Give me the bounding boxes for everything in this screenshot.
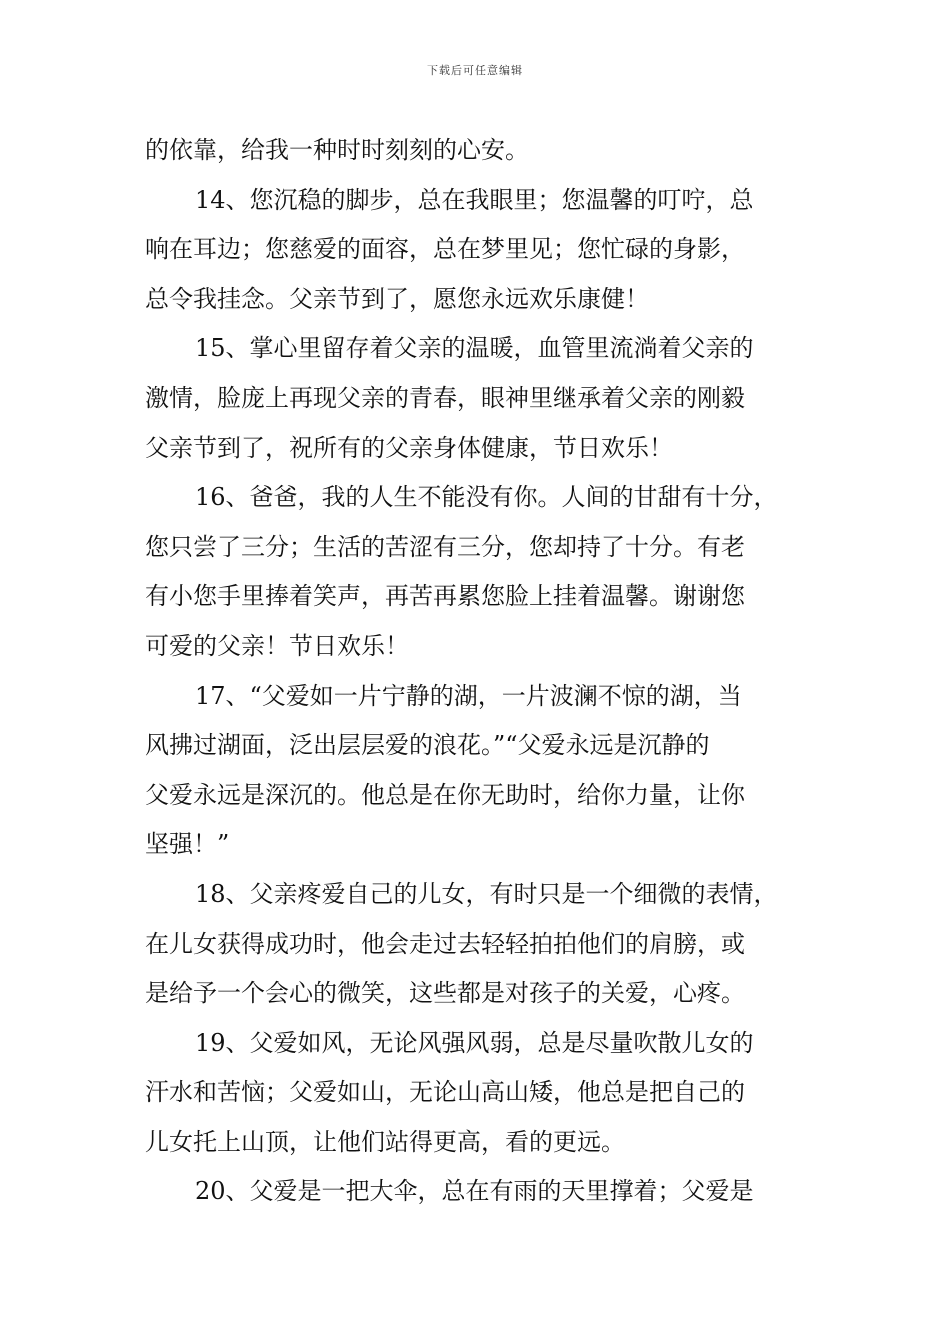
paragraph-line: 的依靠，给我一种时时刻刻的心安。 (145, 136, 529, 164)
paragraph-line: 风拂过湖面，泛出层层爱的浪花。”“父爱永远是沉静的 (145, 731, 710, 760)
paragraph-line: 汗水和苦恼；父爱如山，无论山高山矮，他总是把自己的 (145, 1078, 745, 1107)
paragraph-line: 父爱永远是深沉的。他总是在你无助时，给你力量，让你 (145, 780, 745, 809)
paragraph-line: 是给予一个会心的微笑，这些都是对孩子的关爱，心疼。 (145, 979, 745, 1008)
page-header: 下载后可任意编辑 (427, 64, 523, 77)
paragraph-line: 有小您手里捧着笑声，再苦再累您脸上挂着温馨。谢谢您 (145, 582, 745, 611)
paragraph-line: 坚强！” (145, 830, 230, 859)
paragraph-first-line: 16、爸爸，我的人生不能没有你。人间的甘甜有十分， (195, 483, 778, 512)
paragraph-line: 您只尝了三分；生活的苦涩有三分，您却持了十分。有老 (145, 532, 745, 561)
paragraph-line: 响在耳边；您慈爱的面容，总在梦里见；您忙碌的身影， (145, 235, 745, 264)
paragraph-first-line: 14、您沉稳的脚步，总在我眼里；您温馨的叮咛，总 (195, 185, 754, 214)
paragraph-line: 可爱的父亲！节日欢乐！ (145, 631, 409, 660)
paragraph-first-line: 20、父爱是一把大伞，总在有雨的天里撑着；父爱是 (195, 1177, 754, 1206)
paragraph-line: 总令我挂念。父亲节到了，愿您永远欢乐康健！ (145, 284, 649, 313)
paragraph-first-line: 18、父亲疼爱自己的儿女，有时只是一个细微的表情， (195, 879, 778, 908)
paragraph-first-line: 17、“父爱如一片宁静的湖，一片波澜不惊的湖，当 (195, 681, 742, 710)
paragraph-line: 在儿女获得成功时，他会走过去轻轻拍拍他们的肩膀，或 (145, 929, 745, 958)
paragraph-first-line: 19、父爱如风，无论风强风弱，总是尽量吹散儿女的 (195, 1028, 754, 1057)
paragraph-first-line: 15、掌心里留存着父亲的温暖，血管里流淌着父亲的 (195, 334, 754, 363)
paragraph-line: 父亲节到了，祝所有的父亲身体健康，节日欢乐！ (145, 433, 673, 462)
paragraph-line: 儿女托上山顶，让他们站得更高，看的更远。 (145, 1127, 625, 1156)
document-body (145, 126, 810, 1217)
paragraph-line: 激情，脸庞上再现父亲的青春，眼神里继承着父亲的刚毅 (145, 383, 745, 412)
